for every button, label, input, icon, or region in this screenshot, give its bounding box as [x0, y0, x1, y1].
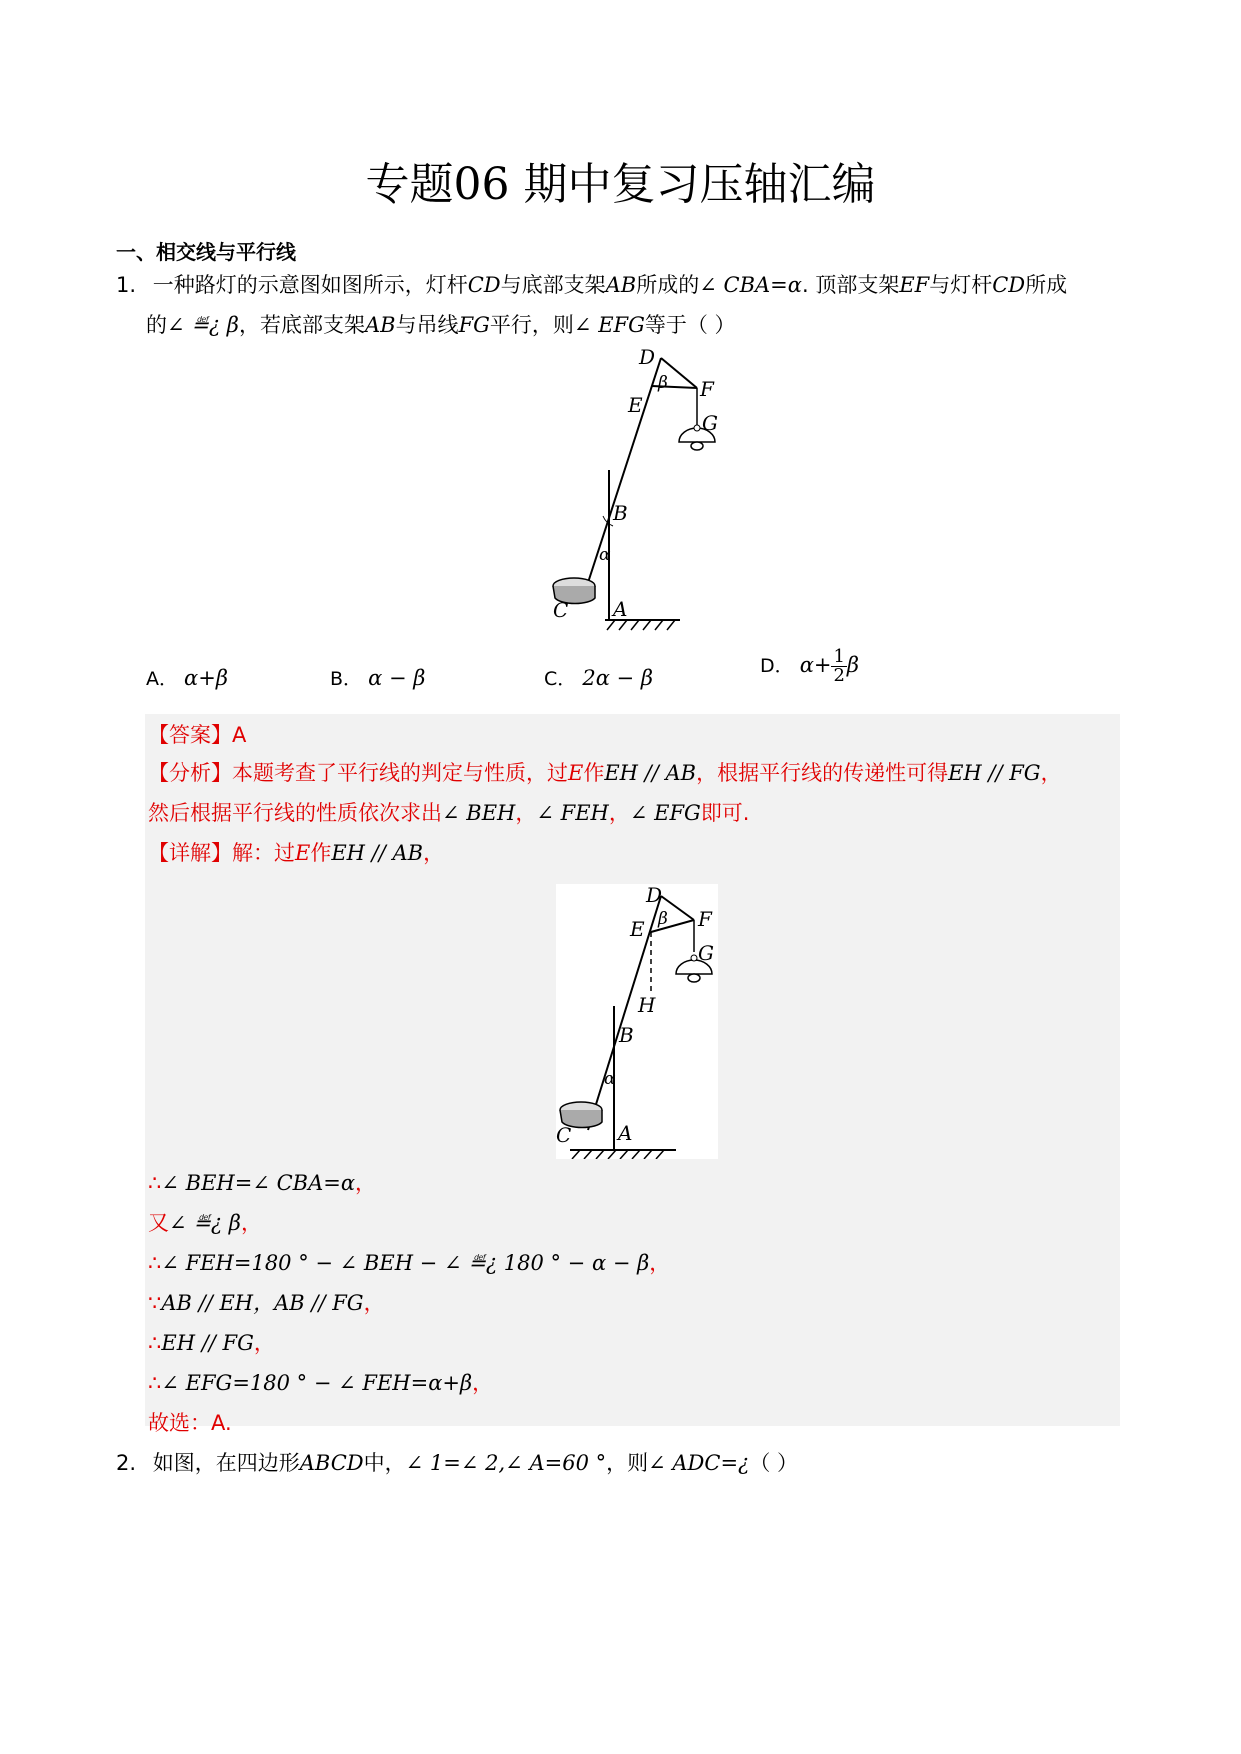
q1-line1	[116, 270, 1067, 300]
q2-math: ABCD	[299, 1451, 364, 1475]
analysis-line2	[148, 798, 750, 828]
step-math: ∠ EFG=180 ° − ∠ FEH=α+β	[161, 1371, 473, 1395]
choice-expr: 2α − β	[582, 666, 653, 690]
q2-text: 中，	[363, 1451, 406, 1475]
step-symbol: ∴	[148, 1251, 162, 1275]
label-D: D	[639, 348, 656, 369]
choice-a[interactable]	[146, 664, 228, 691]
label-A: A	[618, 1121, 633, 1145]
analysis-math: E	[568, 761, 584, 785]
analysis-math: EH // AB	[604, 761, 697, 785]
choice-b[interactable]	[330, 664, 425, 691]
step-symbol: ∵	[148, 1291, 162, 1315]
analysis-text: ，	[515, 801, 537, 825]
label-beta: β	[658, 373, 668, 393]
choice-c[interactable]	[544, 664, 653, 691]
fraction-denominator: 2	[833, 665, 845, 686]
choice-label: A．	[146, 668, 178, 690]
step-math: ∠ FEH=180 ° − ∠ BEH − ∠ ≝¿ 180 ° − α − β	[161, 1251, 650, 1275]
analysis-math: EH // FG	[948, 761, 1041, 785]
choice-d[interactable]	[760, 648, 859, 685]
step-punct: ，	[649, 1251, 671, 1275]
conclusion: 故选：A.	[148, 1411, 232, 1435]
label-C: C	[553, 598, 569, 622]
q1-text: 所成的	[636, 273, 700, 297]
analysis-text: 然后根据平行线的性质依次求出	[148, 801, 442, 825]
choice-expr: α+	[799, 653, 832, 677]
q1-text: 一种路灯的示意图如图所示，灯杆	[152, 273, 468, 297]
q1-fg: FG	[458, 313, 490, 337]
q2-text: （ ）	[749, 1451, 798, 1475]
step-symbol: 又	[148, 1211, 169, 1235]
section-heading: 一、相交线与平行线	[116, 240, 296, 264]
q2-line	[116, 1448, 798, 1478]
label-F: F	[700, 377, 714, 401]
q1-text: 所成	[1025, 273, 1068, 297]
step-punct: ，	[472, 1371, 494, 1395]
answer-line	[148, 720, 246, 750]
analysis-math: ∠ BEH	[442, 801, 516, 825]
q1-line2	[146, 310, 736, 340]
label-alpha: α	[604, 1069, 616, 1089]
streetlight-figure-with-H	[556, 884, 718, 1159]
step-symbol: ∴	[148, 1171, 162, 1195]
q1-text: 等于（ ）	[644, 313, 736, 337]
q1-expr: ∠ CBA=α	[699, 273, 802, 297]
answer-value: A	[232, 723, 247, 747]
q2-number: 2.	[116, 1451, 137, 1475]
streetlight-figure	[545, 348, 725, 638]
q1-text: . 顶部支架	[801, 273, 900, 297]
q1-expr: ∠ EFG	[573, 313, 645, 337]
label-A: A	[613, 597, 628, 621]
q1-text: 与灯杆	[929, 273, 993, 297]
q2-math: ∠ 1=∠ 2,∠ A=60 °	[405, 1451, 607, 1475]
label-G: G	[698, 941, 714, 965]
fraction-half	[831, 648, 846, 685]
choice-label: C．	[544, 668, 577, 690]
detail-tag: 【详解】	[148, 841, 232, 865]
analysis-text: ，根据平行线的传递性可得	[696, 761, 949, 785]
step-1	[148, 1168, 376, 1198]
analysis-math: ∠ FEH	[536, 801, 609, 825]
choice-expr: β	[846, 653, 860, 677]
step-math: ∠ ≝¿ β	[169, 1211, 241, 1235]
step-punct: ，	[240, 1211, 262, 1235]
step-4	[148, 1288, 385, 1318]
q1-ab: AB	[364, 313, 396, 337]
fraction-numerator: 1	[833, 646, 845, 667]
detail-math: E	[295, 841, 311, 865]
q1-cd: CD	[992, 273, 1026, 297]
label-B: B	[613, 501, 628, 525]
analysis-math: ∠ EFG	[629, 801, 701, 825]
label-E: E	[628, 393, 643, 417]
step-math: ∠ BEH=∠ CBA=α	[161, 1171, 356, 1195]
q1-cd: CD	[467, 273, 501, 297]
step-5	[148, 1328, 275, 1358]
choice-expr: α − β	[368, 666, 426, 690]
q2-text: 如图，在四边形	[152, 1451, 300, 1475]
q1-number: 1.	[116, 273, 137, 297]
label-alpha: α	[599, 545, 611, 565]
step-6	[148, 1368, 493, 1398]
label-H: H	[638, 993, 656, 1017]
q1-text: 与吊线	[395, 313, 459, 337]
detail-line	[148, 838, 444, 868]
label-D: D	[646, 884, 663, 907]
detail-text: ，	[423, 841, 445, 865]
analysis-line1	[148, 758, 1062, 788]
analysis-tag: 【分析】	[148, 761, 232, 785]
analysis-text: ，	[608, 801, 630, 825]
q1-text: 的	[146, 313, 167, 337]
label-E: E	[630, 917, 645, 941]
label-B: B	[619, 1023, 634, 1047]
analysis-text: ，	[1040, 761, 1062, 785]
q1-ef: EF	[899, 273, 930, 297]
detail-text: 作	[310, 841, 332, 865]
q2-text: ，则	[606, 1451, 649, 1475]
step-punct: ，	[363, 1291, 385, 1315]
analysis-text: 作	[583, 761, 605, 785]
analysis-text: 本题考查了平行线的判定与性质，过	[232, 761, 568, 785]
step-math: AB // EH，AB // FG	[161, 1291, 364, 1315]
step-punct: ，	[355, 1171, 377, 1195]
step-3	[148, 1248, 670, 1278]
step-punct: ，	[253, 1331, 275, 1355]
label-beta: β	[658, 909, 668, 929]
step-2	[148, 1208, 262, 1238]
page-title: 专题06 期中复习压轴汇编	[365, 159, 876, 210]
detail-math: EH // AB	[331, 841, 424, 865]
label-G: G	[702, 411, 718, 435]
analysis-text: 即可.	[700, 801, 750, 825]
q1-text: 平行，则	[489, 313, 574, 337]
q1-ab: AB	[605, 273, 637, 297]
choice-expr: α+β	[184, 666, 228, 690]
choice-label: B．	[330, 668, 363, 690]
step-symbol: ∴	[148, 1371, 162, 1395]
q2-math: ∠ ADC=¿	[648, 1451, 750, 1475]
choice-label: D．	[760, 655, 794, 677]
step-math: EH // FG	[161, 1331, 254, 1355]
q1-text: ，若底部支架	[238, 313, 365, 337]
q1-expr: ∠ ≝¿ β	[167, 313, 239, 337]
label-F: F	[698, 907, 712, 931]
detail-text: 解：过	[232, 841, 295, 865]
answer-tag: 【答案】	[148, 723, 232, 747]
q1-text: 与底部支架	[500, 273, 606, 297]
label-C: C	[556, 1123, 572, 1147]
step-symbol: ∴	[148, 1331, 162, 1355]
